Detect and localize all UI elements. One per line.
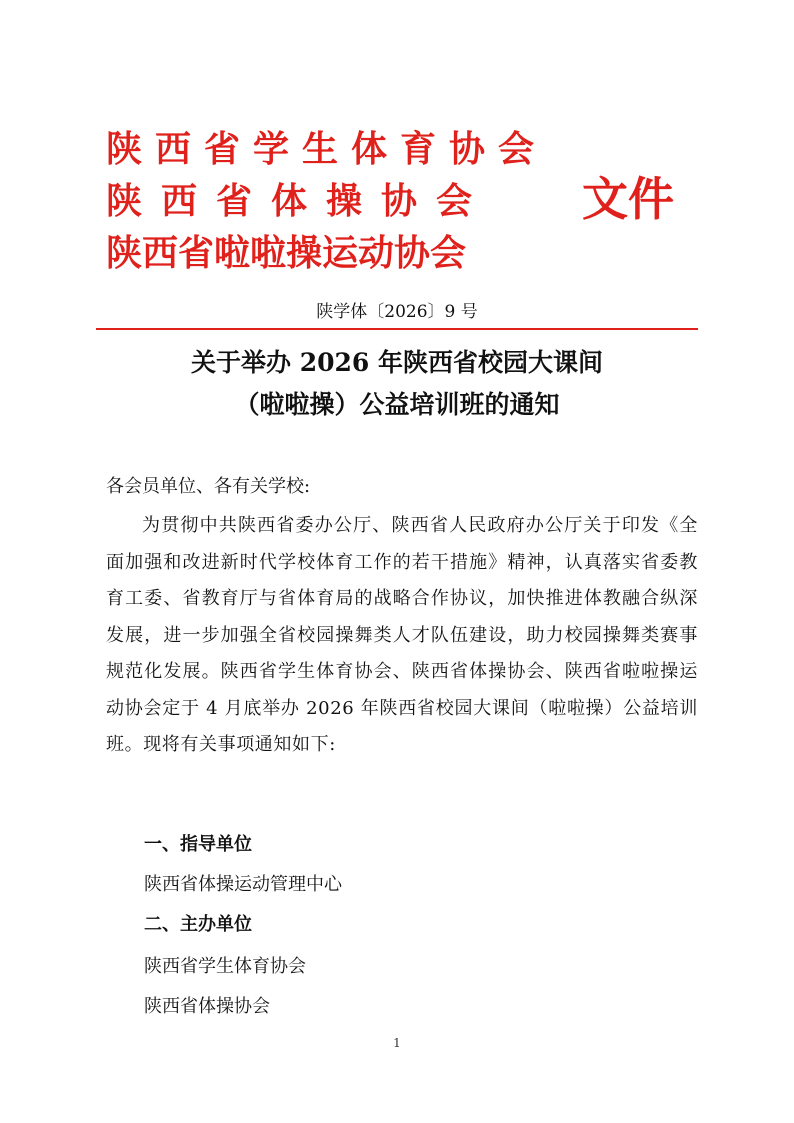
body-paragraph: 为贯彻中共陕西省委办公厅、陕西省人民政府办公厅关于印发《全面加强和改进新时代学校体育工作的若干措施》精神，认真落实省委教育工委、省教育厅与省体育局的战略合作协议，加快推进体教融合纵深发展，进一步加强全省校园操舞类人才队伍建设，助力校园操舞类赛事规范化发展。陕西省学生体育协会、陕西省体操协会、陕西省啦啦操运动协会定于 4 月底举办 2026 年陕西省校园大课间（啦啦操）公益培训班。现将有关事项通知如下:: [106, 515, 698, 755]
header-org-1: 陕西省学生体育协会: [106, 129, 548, 170]
host-unit-item: 陕西省体操协会: [144, 996, 270, 1017]
title-line-1: 关于举办 2026 年陕西省校园大课间: [191, 348, 603, 377]
title-line-2: （啦啦操）公益培训班的通知: [234, 390, 560, 419]
document-number: 陕学体〔2026〕9 号: [316, 302, 478, 322]
section-heading-host: 二、主办单位: [144, 914, 252, 935]
header-org-2: 陕西省体操协会: [106, 181, 492, 222]
salutation: 各会员单位、各有关学校:: [106, 476, 311, 497]
host-unit-item: 陕西省学生体育协会: [144, 956, 306, 977]
guidance-unit-item: 陕西省体操运动管理中心: [144, 874, 342, 895]
red-divider: [96, 328, 698, 330]
page-number: 1: [393, 1036, 401, 1050]
header-doc-word: 文件: [582, 172, 674, 226]
section-heading-guidance: 一、指导单位: [144, 834, 252, 855]
header-org-3: 陕西省啦啦操运动协会: [106, 233, 467, 274]
